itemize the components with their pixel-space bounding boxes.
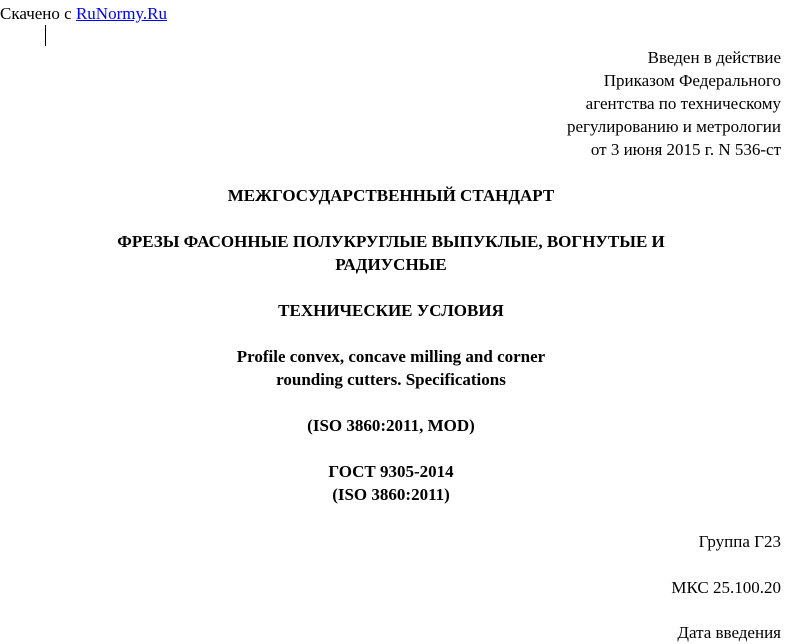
enactment-line: регулированию и метрологии xyxy=(566,117,781,136)
standard-type: МЕЖГОСУДАРСТВЕННЫЙ СТАНДАРТ xyxy=(227,186,555,205)
intro-date-label: Дата введения xyxy=(677,623,781,642)
title-ru-heading xyxy=(0,230,782,276)
gost-number: ГОСТ 9305-2014 xyxy=(328,462,454,481)
gost-iso: (ISO 3860:2011) xyxy=(332,485,450,504)
source-prefix: Скачено с xyxy=(0,4,76,23)
gost-heading xyxy=(0,460,782,506)
iso-mod: (ISO 3860:2011, MOD) xyxy=(307,416,475,435)
title-en-line: Profile convex, concave milling and corner xyxy=(236,347,546,366)
standard-type-heading xyxy=(0,184,782,207)
title-en-heading xyxy=(0,345,782,391)
subtitle-ru: ТЕХНИЧЕСКИЕ УСЛОВИЯ xyxy=(278,301,504,320)
iso-mod-heading xyxy=(0,414,782,437)
source-link[interactable]: RuNormy.Ru xyxy=(75,4,167,23)
mks-code: МКС 25.100.20 xyxy=(671,578,781,597)
enactment-line: Приказом Федерального xyxy=(603,71,781,90)
group-code: Группа Г23 xyxy=(698,532,781,551)
title-ru-line: РАДИУСНЫЕ xyxy=(335,255,447,274)
subtitle-ru-heading xyxy=(0,299,782,322)
source-line xyxy=(0,2,167,25)
title-ru-line: ФРЕЗЫ ФАСОННЫЕ ПОЛУКРУГЛЫЕ ВЫПУКЛЫЕ, ВОГНУТЫЕ И xyxy=(117,232,665,251)
text-caret xyxy=(45,25,46,46)
enactment-line: Введен в действие xyxy=(647,48,781,67)
enactment-line: от 3 июня 2015 г. N 536-ст xyxy=(590,140,781,159)
title-en-line: rounding cutters. Specifications xyxy=(276,370,506,389)
enactment-line: агентства по техническому xyxy=(585,94,781,113)
enactment-block xyxy=(567,46,781,161)
